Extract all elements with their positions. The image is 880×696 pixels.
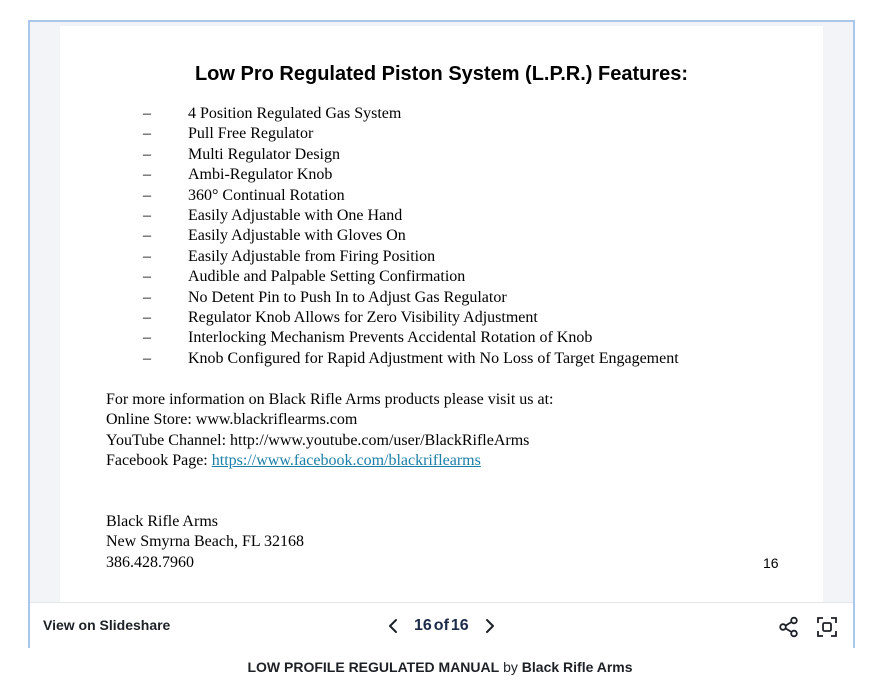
chevron-right-icon (484, 618, 496, 634)
feature-item (143, 206, 679, 226)
presentation-author[interactable]: Black Rifle Arms (521, 659, 633, 675)
slide-title: Low Pro Regulated Piston System (L.P.R.) Features: (194, 63, 689, 85)
address-block (106, 512, 304, 573)
bullet-dash: – (143, 329, 151, 347)
presentation-caption (0, 659, 880, 675)
bullet-dash: – (143, 349, 151, 367)
share-icon (778, 616, 800, 638)
bullet-dash: – (143, 247, 151, 265)
feature-item (143, 145, 679, 165)
pagination (380, 613, 503, 639)
bullet-dash: – (143, 166, 151, 184)
company-name: Black Rifle Arms (106, 513, 218, 530)
bullet-dash: – (143, 309, 151, 327)
info-intro: For more information on Black Rifle Arms products please visit us at: (106, 391, 554, 408)
page-indicator (414, 617, 469, 635)
feature-text: Regulator Knob Allows for Zero Visibility Adjustment (188, 309, 538, 327)
feature-text: Easily Adjustable with Gloves On (188, 227, 406, 245)
feature-item (143, 349, 679, 369)
chevron-left-icon (387, 618, 399, 634)
facebook-line (106, 451, 553, 471)
facebook-link[interactable]: https://www.facebook.com/blackriflearms (211, 452, 481, 470)
fullscreen-icon (816, 616, 838, 638)
online-store-line: Online Store: www.blackriflearms.com (106, 411, 358, 429)
contact-info (106, 390, 553, 472)
feature-item (143, 124, 679, 144)
of-label: of (433, 617, 449, 634)
bullet-dash: – (143, 288, 151, 306)
slideshare-embed (28, 20, 855, 648)
feature-item (143, 247, 679, 267)
feature-text: Audible and Palpable Setting Confirmation (188, 268, 466, 286)
feature-text: 360° Continual Rotation (188, 186, 345, 204)
previous-page-button[interactable] (380, 613, 406, 639)
feature-list (143, 104, 679, 369)
feature-text: Interlocking Mechanism Prevents Accidental Rotation of Knob (188, 329, 593, 347)
feature-item (143, 104, 679, 124)
feature-item (143, 328, 679, 348)
slide-page (60, 26, 823, 602)
current-page: 16 (414, 617, 432, 634)
feature-text: Pull Free Regulator (188, 125, 314, 143)
feature-item (143, 226, 679, 246)
company-phone: 386.428.7960 (106, 553, 194, 571)
feature-item (143, 186, 679, 206)
feature-text: Ambi-Regulator Knob (188, 166, 333, 184)
feature-text: Multi Regulator Design (188, 145, 340, 163)
bullet-dash: – (143, 125, 151, 143)
fullscreen-button[interactable] (814, 614, 840, 640)
bullet-dash: – (143, 227, 151, 245)
bullet-dash: – (143, 268, 151, 286)
company-city: New Smyrna Beach, FL 32168 (106, 533, 305, 551)
bullet-dash: – (143, 186, 151, 204)
view-on-slideshare-link[interactable]: View on Slideshare (43, 617, 171, 633)
viewer-toolbar (30, 602, 853, 648)
total-pages: 16 (450, 617, 469, 634)
caption-by: by (499, 659, 522, 675)
bullet-dash: – (143, 207, 151, 225)
feature-text: Knob Configured for Rapid Adjustment with No Loss of Target Engagement (188, 349, 679, 367)
feature-text: Easily Adjustable with One Hand (188, 207, 403, 225)
bullet-dash: – (143, 105, 151, 122)
feature-item (143, 288, 679, 308)
share-button[interactable] (776, 614, 802, 640)
slide-page-number: 16 (763, 555, 779, 571)
bullet-dash: – (143, 145, 151, 163)
feature-text: Easily Adjustable from Firing Position (188, 247, 436, 265)
feature-item (143, 267, 679, 287)
feature-text: 4 Position Regulated Gas System (188, 105, 402, 122)
presentation-title[interactable]: LOW PROFILE REGULATED MANUAL (247, 659, 500, 675)
next-page-button[interactable] (477, 613, 503, 639)
feature-item (143, 165, 679, 185)
feature-text: No Detent Pin to Push In to Adjust Gas Regulator (188, 288, 507, 306)
feature-item (143, 308, 679, 328)
facebook-label: Facebook Page: (106, 452, 212, 470)
youtube-line: YouTube Channel: http://www.youtube.com/user/BlackRifleArms (106, 431, 530, 449)
